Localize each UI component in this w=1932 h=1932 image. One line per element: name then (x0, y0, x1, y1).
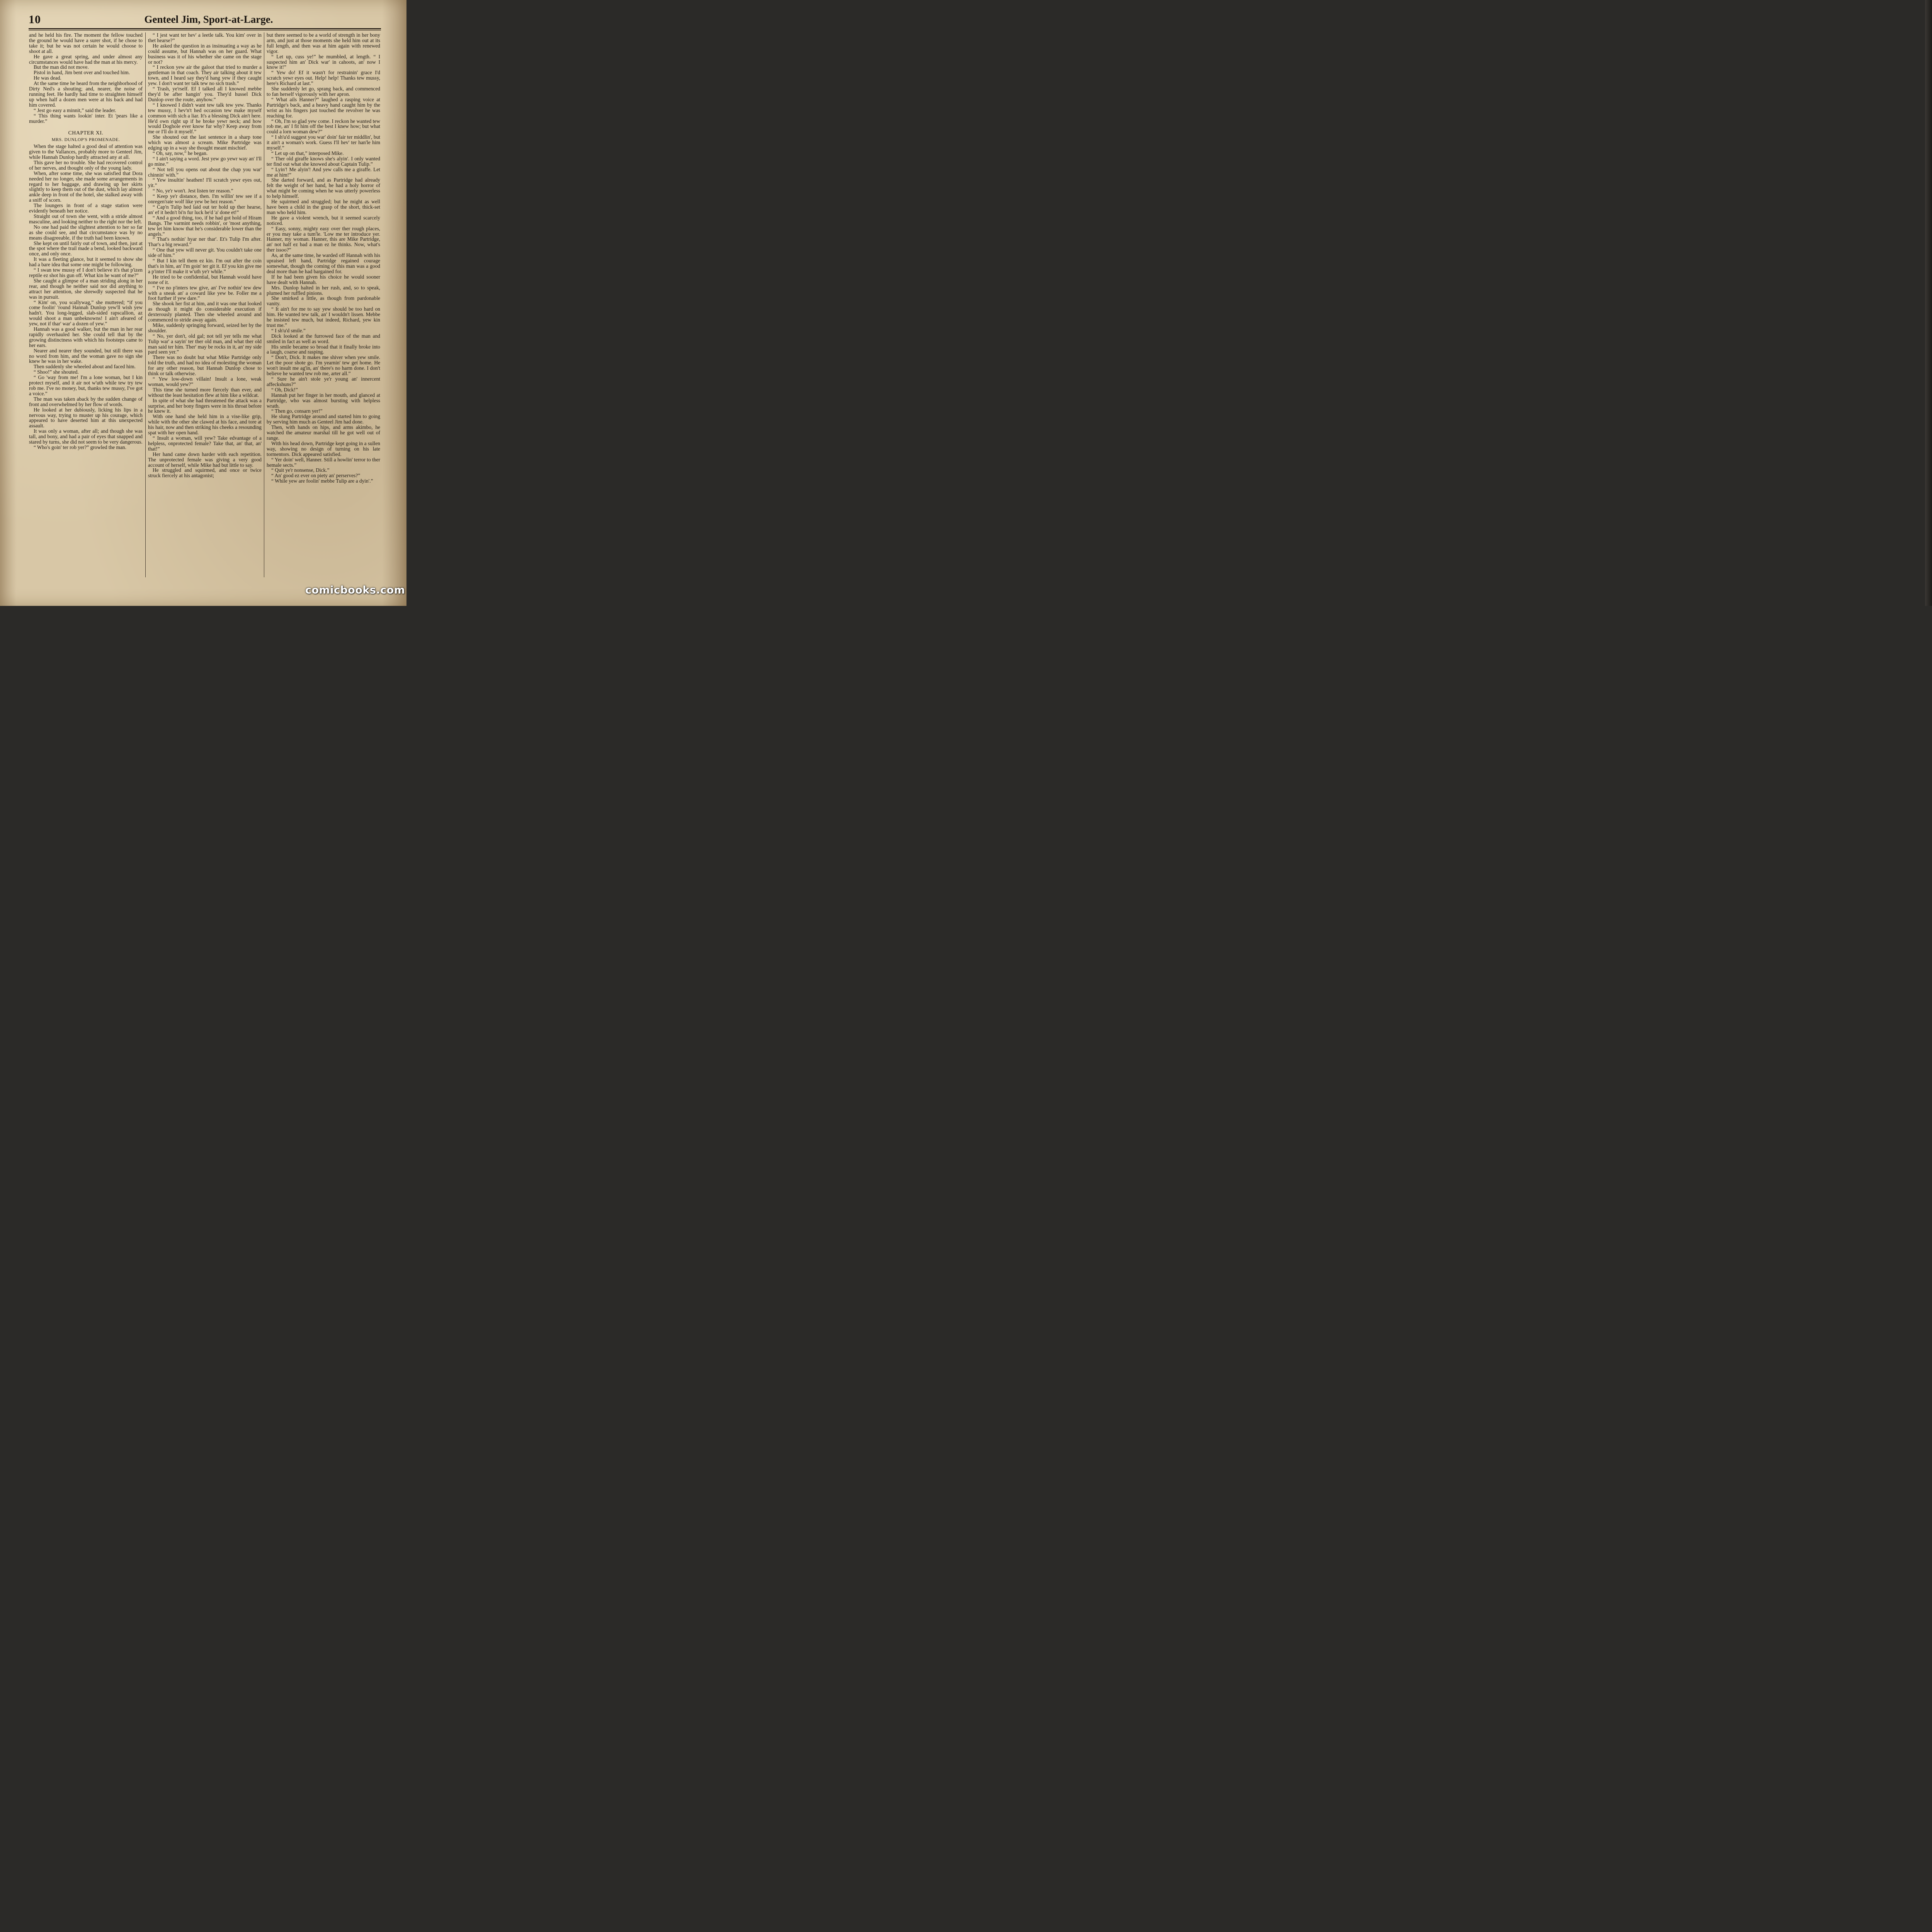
paragraph: “ Oh, say, now,” he began. (153, 150, 208, 156)
paragraph: “ Let up on that,” interposed Mike. (271, 150, 344, 156)
paragraph: “ But I kin tell them ez kin. I'm out after the coin that's in him, an' I'm goin' ter git it. Ef you kin give me a p'inter I'll make it w'uth ye'r while.” (148, 258, 262, 274)
paragraph: When the stage halted a good deal of attention was given to the Vallances, probably more to Genteel Jim, while Hannah Dunlop hardly attracted any at all. (29, 143, 143, 160)
paragraph: Dick looked at the furrowed face of the man and smiled in fact as well as word. (267, 333, 380, 344)
paragraph: “ Not tell you opens out about the chap you war' chinnin' with.” (148, 166, 262, 178)
paragraph: “ Then go, consarn yer!” (271, 408, 323, 414)
paragraph: “ Easy, sonny, mighty easy over ther rough places, er you may take a tum'le. 'Low me ter introduce yer. Hanner, my woman. Hanner, this are Mike Partridge, an' not half ez bad a man ez he thinks. Now, what's ther issoo?” (267, 225, 380, 253)
paragraph: “ I knowed I didn't want tew talk tew yew. Thanks tew mussy, I hev'n't hed occasion tew make myself common with sich a liar. It's a blessing Dick ain't here. He'd own right up if he broke yewr neck; and how would Doghole ever know fur why? Keep away from me or I'll do it myself.” (148, 102, 262, 135)
paragraph: “ Shoo!” she shouted. (34, 369, 79, 375)
paragraph: “ Yer doin' well, Hanner. Still a howlin' terror to ther hemale sects.” (267, 456, 380, 468)
paragraph: “ What ails Hanner?” laughed a rasping voice at Partridge's back, and a heavy hand caught him by the wrist as his fingers just touched the revolver he was reaching for. (267, 96, 380, 119)
paragraph: “ And a good thing, too, if he had got hold of Hiram Bangs. The varmint needs robbin', or 'most anything, tew let him know that he's considerable lower than the angels.” (148, 214, 262, 237)
paragraph: She kept on until fairly out of town, and then, just at the spot where the trail made a bend, looked backward once, and only once. (29, 240, 143, 257)
paragraph: In spite of what she had threatened the attack was a surprise, and her bony fingers were in his throat before he knew it. (148, 397, 262, 414)
paragraph: “ Trash, ye'rself. Ef I talked all I knowed mebbe they'd be after hangin' you. They'd hussel Dick Dunlop over the route, anyhow.” (148, 86, 262, 102)
paragraph: Nearer and nearer they sounded, but still there was no word from him, and the woman gave no sign she knew he was in her wake. (29, 347, 143, 364)
paragraph: “ I ain't saying a word. Jest yew go yewr way an' I'll go mine.” (148, 155, 262, 167)
paragraph: The loungers in front of a stage station were evidently beneath her notice. (29, 202, 143, 214)
paragraph: “ Quit ye'r nonsense, Dick.” (271, 467, 330, 473)
paragraph: “ Kim' on, you scallywag,” she muttered; “if you come foolin' 'round Hannah Dunlop yew'll wish yew hadn't. You long-legged, slab-sided rapscallion, az would shoot a man unbeknowns! I ain't afeared of yew, not if thar' war' a dozen of yew.” (29, 299, 143, 327)
paragraph: “ Jest go easy a minnit,” said the leader. (34, 107, 116, 113)
paragraph: “ I jest want ter hev' a leetle talk. You kim' over in thet hearse?” (148, 32, 262, 43)
paragraph: “ Let up, cuss ye!” he mumbled, at length. “ I suspected him an' Dick war' in cahoots, an' now I know it!” (267, 53, 380, 70)
paragraph: He asked the question in as insinuating a way as he could assume, but Hannah was on her guard. What business was it of his whether she came on the stage or not? (148, 43, 262, 65)
paragraph: “ No, ye'r won't. Jest listen ter reason.” (153, 188, 233, 194)
paragraph: It was only a woman, after all; and though she was tall, and bony, and had a pair of eyes that snapped and stared by turns, she did not seem to be very dangerous. (29, 428, 143, 445)
paragraph: She darted forward, and as Partridge had already felt the weight of her hand, he had a holy horror of what might be coming when he was utterly powerless to help himself. (267, 177, 380, 199)
paragraph: “ Don't, Dick. It makes me shiver when yew smile. Let the poor shote go. I'm yearnin' tew get home. He won't insult me ag'in, an' there's no harm done. I don't believe he wanted tew rob me, arter all.” (267, 354, 380, 377)
paragraph: “ Oh, Dick!” (271, 386, 298, 393)
paragraph: But the man did not move. (34, 64, 89, 70)
paragraph: “ I sh'u'd smile.” (271, 327, 306, 333)
paragraph: “ Keep ye'r distance, then. I'm willin' tew see if a onregen'rate wolf like yew be hez reason.” (148, 193, 262, 205)
paragraph: He gave a violent wrench, but it seemed scarcely noticed. (267, 214, 380, 226)
paragraph: “ Cap'n Tulip hed laid out ter hold up ther hearse, an' ef it hedn't bi'n fur luck he'd 'a' done et!” (148, 204, 262, 215)
column-divider (145, 32, 146, 577)
paragraph: Hannah put her finger in her mouth, and glanced at Partridge, who was almost bursting with helpless wrath. (267, 392, 380, 409)
paragraph: and he held his fire. The moment the fellow touched the ground he would have a surer shot, if he chose to take it; but he was not certain he would choose to shoot at all. (29, 32, 143, 54)
page-number: 10 (29, 13, 41, 26)
paragraph: As, at the same time, he warded off Hannah with his upraised left hand, Partridge regained courage somewhat, though the coming of this man was a good deal more than he had bargained for. (267, 252, 380, 274)
paragraph: “ An' good ez ever on piety an' perserves?” (271, 473, 361, 479)
paragraph: It was a fleeting glance, but it seemed to show she had a bare idea that some one might be following. (29, 256, 143, 268)
paragraph: “ I swan tew mussy ef I don't believe it's that p'izen reptile ez shot his gun off. What kin he want of me?” (29, 267, 143, 278)
paragraph: With one hand she held him in a vise-like grip, while with the other she clawed at his face, and tore at his hair, now and then striking his cheeks a resounding spat with her open hand. (148, 413, 262, 436)
paragraph: His smile became so broad that it finally broke into a laugh, coarse and rasping. (267, 344, 380, 355)
paragraph: He gave a great spring, and under almost any circumstances would have had the man at his mercy. (29, 53, 143, 65)
paragraph: She caught a glimpse of a man striding along in her rear, and though he neither said nor did anything to attract her attention, she shrewdly suspected that he was in pursuit. (29, 277, 143, 300)
paragraph: “ While yew are foolin' mebbe Tulip are a dyin'.” (271, 478, 373, 484)
paragraph: Straight out of town she went, with a stride almost masculine, and looking neither to the right nor the left. (29, 213, 143, 224)
paragraph: Mrs. Dunlop halted in her rush, and, so to speak, plumed her ruffled pinions. (267, 284, 380, 296)
paragraph: “ This thing wants lookin' inter. Et 'pears like a murder.” (29, 112, 143, 124)
paragraph: When, after some time, she was satisfied that Dora needed her no longer, she made some arrangements in regard to her baggage, and drawing up her skirts slightly to keep them out of the dust, which lay almost ankle deep in front of the hotel, she stalked away with a sniff of scorn. (29, 170, 143, 203)
paragraph: He looked at her dubiously, licking his lips in a nervous way, trying to muster up his courage, which appeared to have deserted him at this unexpected assault. (29, 406, 143, 429)
paragraph: “ Go 'way from me! I'm a lone woman, but I kin protect myself, and it air not w'uth while tew try tew rob me. I've no money, but, thanks tew mussy, I've got a voice.” (29, 374, 143, 396)
paragraph: Mike, suddenly springing forward, seized her by the shoulder. (148, 322, 262, 333)
paragraph: “ One that yew will never git. You couldn't take one side of him.” (148, 247, 262, 259)
paragraph: “ Lyin'! Me alyin'! And yew calls me a giraffe. Let me at him!” (267, 166, 380, 178)
paragraph: “ Yew low-down villain! Insult a lone, weak woman, would yew?” (148, 376, 262, 387)
paragraph: “ Sure he ain't stole ye'r young an' innercent affeckshuns?” (267, 376, 380, 387)
paragraph: He was dead. (34, 75, 61, 81)
paragraph: “ Yew insultin' heathen! I'll scratch yewr eyes out, yit.” (148, 177, 262, 189)
binding-edge (1925, 0, 1932, 606)
paragraph: If he had been given his choice he would sooner have dealt with Hannah. (267, 274, 380, 285)
header-rule (29, 28, 381, 29)
paragraph: This time she turned more fiercely than ever, and without the least hesitation flew at him like a wildcat. (148, 386, 262, 398)
paragraph: She shouted out the last sentence in a sharp tone which was almost a scream. Mike Partridge was edging up in a way she thought meant mischief. (148, 134, 262, 151)
paragraph: “ Ther old giraffe knows she's alyin'. I only wanted ter find out what she knowed about Captain Tulip.” (267, 155, 380, 167)
running-title: Genteel Jim, Sport-at-Large. (144, 14, 273, 25)
paragraph: She shook her fist at him, and it was one that looked as though it might do considerable execution if dexterously planted. Then she wheeled around and commenced to stride away again. (148, 301, 262, 323)
text-column-2 (148, 32, 262, 577)
paragraph: Then suddenly she wheeled about and faced him. (34, 364, 136, 370)
paragraph: but there seemed to be a world of strength in her bony arm, and just at those moments she held him out at its full length, and then was at him again with renewed vigor. (267, 32, 380, 54)
paragraph: The man was taken aback by the sudden change of front and overwhelmed by her flow of words. (29, 396, 143, 407)
paragraph: “ I reckon yew air the galoot that tried to murder a gentleman in that coach. They air talking about it tew town, and I heard say they'd hang yew if they caught yew. I don't want ter talk tew no sich trash.” (148, 64, 262, 87)
paragraph: With his head down, Partridge kept going in a sullen way, showing no design of turning on his late tormentors. Dick appeared satisfied. (267, 440, 380, 457)
paragraph: Then, with hands on hips, and arms akimbo, he watched the amateur marshal till he got well out of range. (267, 424, 380, 441)
chapter-title: MRS. DUNLOP'S PROMENADE. (51, 138, 120, 143)
paragraph: No one had paid the slightest attention to her so far as she could see, and that circumstance was by no means disagreeable, if the truth had been known. (29, 224, 143, 241)
paragraph: He tried to be confidential, but Hannah would have none of it. (148, 274, 262, 285)
chapter-heading: CHAPTER XI. (68, 130, 104, 136)
paragraph: She suddenly let go, sprang back, and commenced to fan herself vigorously with her apron. (267, 86, 380, 97)
watermark: comicbooks.com (305, 584, 405, 596)
paragraph: Hannah was a good walker, but the man in her rear rapidly overhauled her. She could tell that by the growing distinctness with which his footsteps came to her ears. (29, 326, 143, 348)
paragraph: There was no doubt but what Mike Partridge only told the truth, and had no idea of molesting the woman for any other reason, but Hannah Dunlop chose to think or talk otherwise. (148, 354, 262, 377)
paragraph: This gave her no trouble. She had recovered control of her nerves, and thought only of the young lady. (29, 159, 143, 171)
paragraph: “ That's nothin' hyar ner thar'. Et's Tulip I'm after. Thar's a big reward.” (148, 236, 262, 248)
paragraph: “ Insult a woman, will yew? Take edvantage of a helpless, onprotected female? Take that, an' that, an' that!” (148, 435, 262, 452)
magazine-page (0, 0, 406, 606)
paragraph: “ No, yer don't, old gal; not tell yer tells me what Tulip war' a sayin' ter ther old man, and what ther old man said ter him. Ther' may be rocks in it, an' my side pard seen yer.” (148, 333, 262, 355)
paragraph: He struggled and squirmed, and once or twice struck fiercely at his antagonist; (148, 467, 262, 479)
paragraph: Her hand came down harder with each repetition. The unprotected female was giving a very good account of herself, while Mike had but little to say. (148, 451, 262, 468)
paragraph: “ I've no p'inters tew give, an' I've nothin' tew dew with a sneak an' a coward like yew be. Foller me a foot further if yew dare.” (148, 284, 262, 301)
paragraph: He slung Partridge around and started him to going by serving him much as Genteel Jim had done. (267, 413, 380, 425)
paragraph: “ I sh'u'd suggest you war' doin' fair ter middlin', but it ain't a woman's work. Guess I'll hev' ter han'le him myself.” (267, 134, 380, 151)
text-column-1 (29, 32, 143, 577)
paragraph: Pistol in hand, Jim bent over and touched him. (34, 70, 130, 76)
paragraph: She smirked a little, as though from pardonable vanity. (267, 295, 380, 307)
paragraph: At the same time he heard from the neighborhood of Dirty Ned's a shouting; and, nearer, the noise of running feet. He hardly had time to straighten himself up when half a dozen men were at his back and had him covered. (29, 80, 143, 108)
paragraph: “ Who's goin' ter rob yer?” growled the man. (34, 444, 126, 450)
paragraph: “ Oh, I'm so glad yew come. I reckon he wanted tew rob me, an' I fit him off the best I knew how; but what could a lorn woman dew?” (267, 118, 380, 135)
paragraph: He squirmed and struggled; but he might as well have been a child in the grasp of the short, thick-set man who held him. (267, 199, 380, 215)
paragraph: “ Yew do! Ef it wasn't for restrainin' grace I'd scratch yewr eyes out. Help! help! Thanks tew mussy, here's Richard at last.” (267, 70, 380, 87)
header-rule-thin (29, 30, 381, 31)
text-column-3 (267, 32, 380, 577)
paragraph: “ It ain't for me to say yew should be too hard on him. He wanted tew talk, an' I wouldn't lissen. Mebbe he insisted tew much, but indeed, Richard, yew kin trust me.” (267, 306, 380, 328)
